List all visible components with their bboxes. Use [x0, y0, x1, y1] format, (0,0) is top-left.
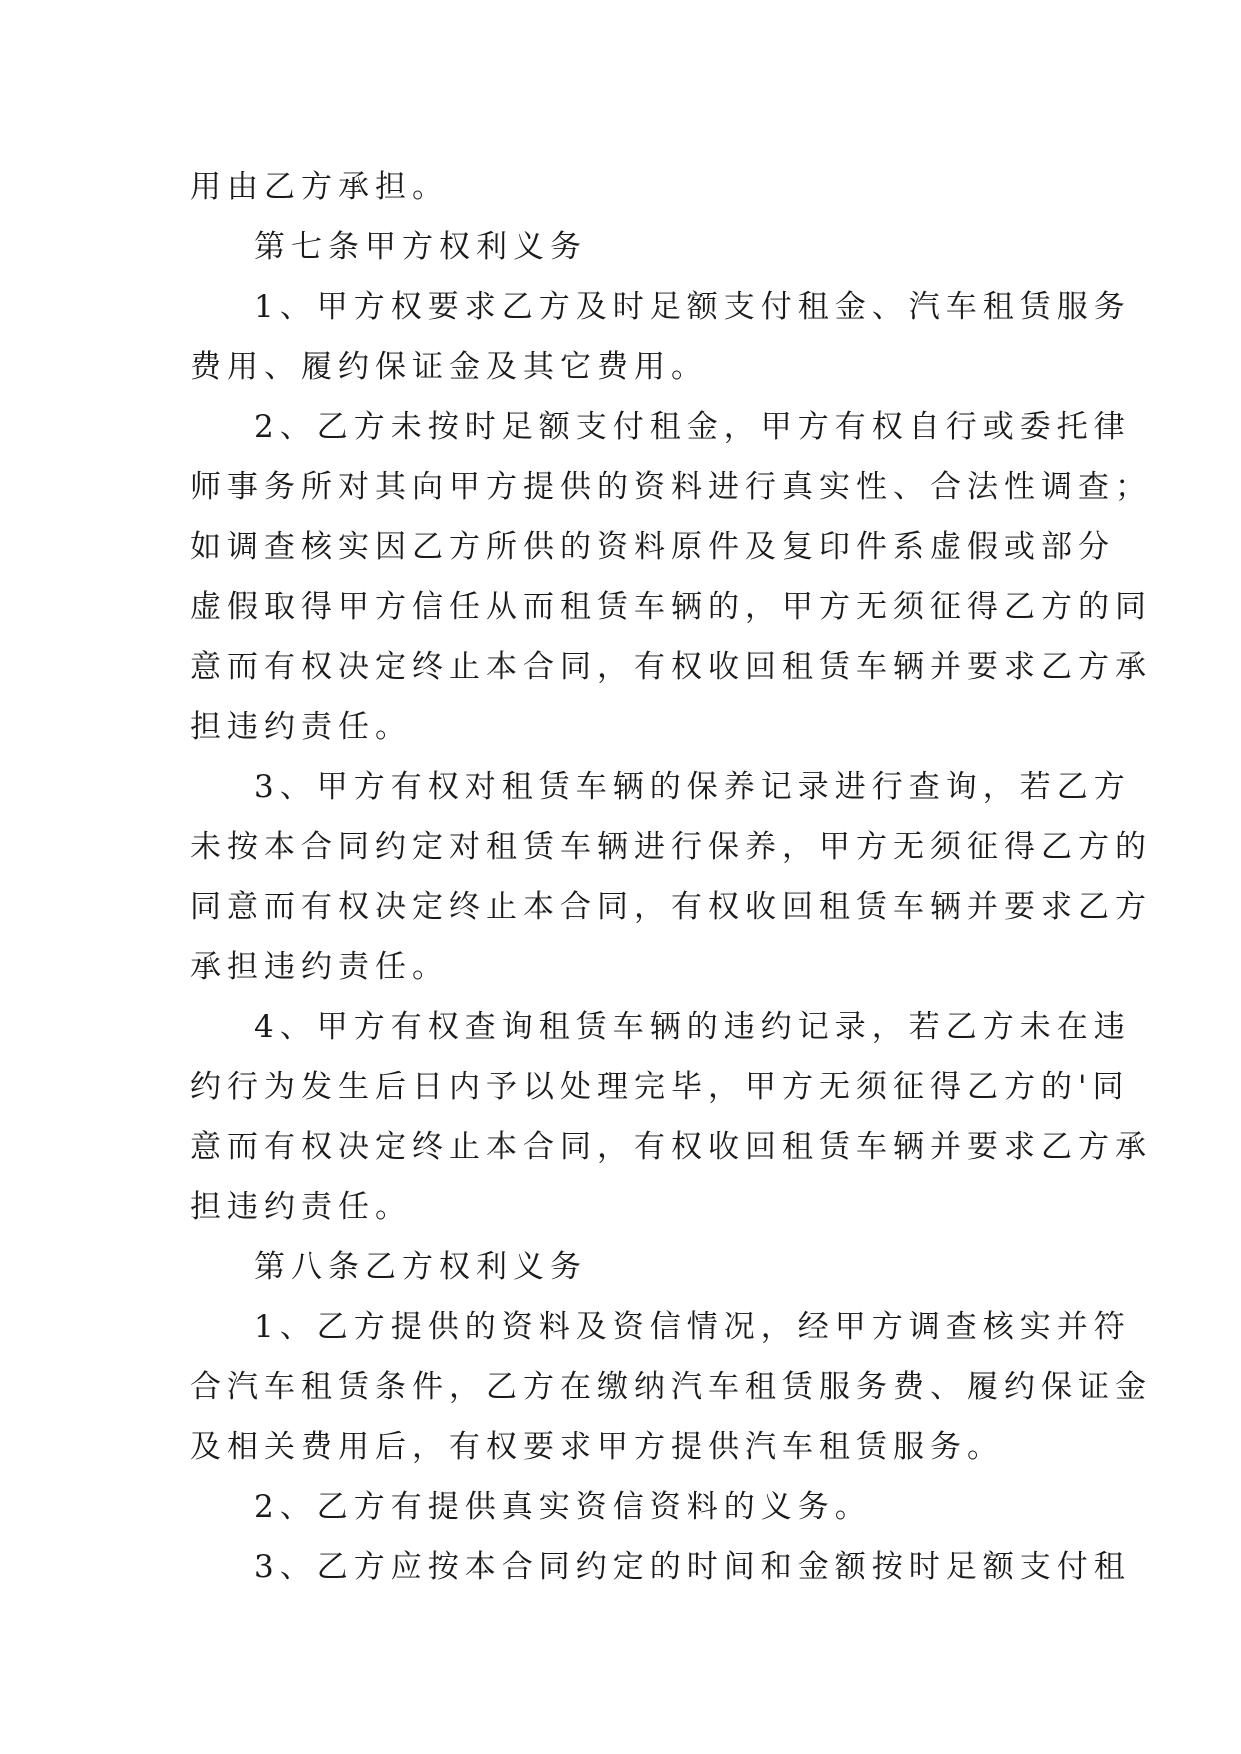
text-line: 3、乙方应按本合同约定的时间和金额按时足额支付租	[254, 1549, 1131, 1585]
text-line: 约行为发生后日内予以处理完毕，甲方无须征得乙方的'同	[190, 1069, 1130, 1105]
text-line: 3、甲方有权对租赁车辆的保养记录进行查询，若乙方	[254, 769, 1131, 805]
text-line: 意而有权决定终止本合同，有权收回租赁车辆并要求乙方承	[190, 649, 1152, 685]
text-line: 承担违约责任。	[190, 949, 449, 985]
text-line: 用由乙方承担。	[190, 169, 449, 205]
text-line: 担违约责任。	[190, 709, 412, 745]
text-line: 虚假取得甲方信任从而租赁车辆的，甲方无须征得乙方的同	[190, 589, 1152, 625]
text-line: 师事务所对其向甲方提供的资料进行真实性、合法性调查；	[190, 469, 1152, 505]
text-line: 合汽车租赁条件，乙方在缴纳汽车租赁服务费、履约保证金	[190, 1369, 1152, 1405]
text-line: 同意而有权决定终止本合同，有权收回租赁车辆并要求乙方	[190, 889, 1152, 925]
text-line: 及相关费用后，有权要求甲方提供汽车租赁服务。	[190, 1429, 1004, 1465]
text-line: 未按本合同约定对租赁车辆进行保养，甲方无须征得乙方的	[190, 829, 1152, 865]
text-line: 1、乙方提供的资料及资信情况，经甲方调查核实并符	[254, 1309, 1131, 1345]
text-line: 如调查核实因乙方所供的资料原件及复印件系虚假或部分	[190, 529, 1115, 565]
section-heading: 第八条乙方权利义务	[254, 1249, 587, 1285]
text-line: 2、乙方有提供真实资信资料的义务。	[254, 1489, 872, 1525]
text-line: 2、乙方未按时足额支付租金，甲方有权自行或委托律	[254, 409, 1131, 445]
text-line: 意而有权决定终止本合同，有权收回租赁车辆并要求乙方承	[190, 1129, 1152, 1165]
document-body	[190, 157, 1152, 1597]
text-line: 费用、履约保证金及其它费用。	[190, 349, 708, 385]
text-line: 1、甲方权要求乙方及时足额支付租金、汽车租赁服务	[254, 289, 1131, 325]
text-line: 担违约责任。	[190, 1189, 412, 1225]
text-line: 4、甲方有权查询租赁车辆的违约记录，若乙方未在违	[254, 1009, 1131, 1045]
section-heading: 第七条甲方权利义务	[254, 229, 587, 265]
